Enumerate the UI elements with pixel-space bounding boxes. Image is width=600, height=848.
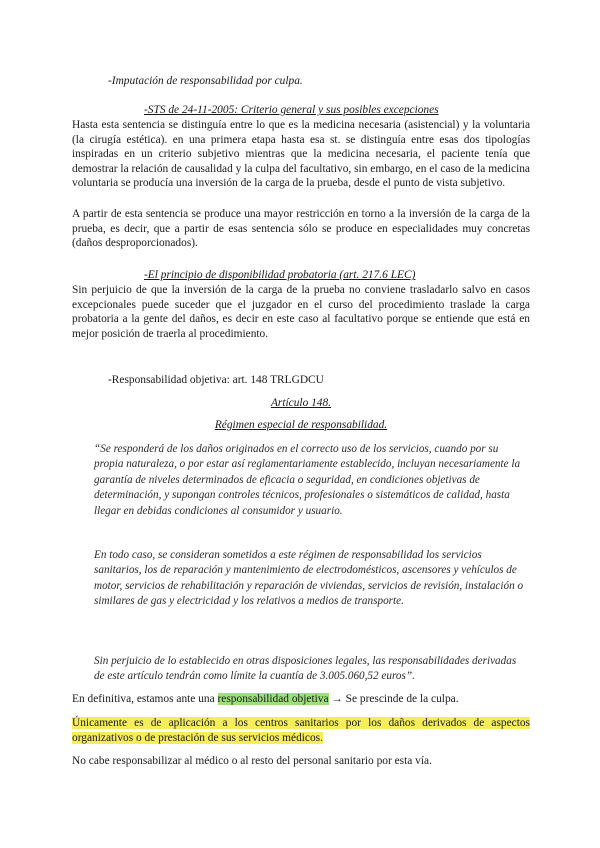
- paragraph-sts-1: Hasta esta sentencia se distinguía entre lo que es la medicina necesaria (asistencial) y la voluntaria (la cirugía estética). en una primera etapa hasta esa st. se distinguía entre esas dos tipologías inspiradas en un criterio subjetivo mientras que la medicina necesaria, el paciente tenía que demostrar la relación de causalidad y la culpa del facultativo, sin embargo, en el caso de la medicina voluntaria se producía una inversión de la carga de la prueba, desde el punto de vista subjetivo.: [72, 119, 530, 190]
- article-subtitle: Régimen especial de responsabilidad.: [214, 419, 388, 431]
- paragraph-disponibilidad: Sin perjuicio de que la inversión de la carga de la prueba no conviene trasladarlo salvo en casos excepcionales puede suceder que el juzgador en el curso del procedimiento traslade la carga probatoria a la gente del daños, es decir en este caso al facultativo porque se entiende que está en mejor posición de traerla al procedimiento.: [72, 284, 530, 340]
- conclusion-line: [72, 692, 530, 707]
- heading-objetiva: -Responsabilidad objetiva: art. 148 TRLGDCU: [108, 374, 324, 386]
- quote-paragraph-1: “Se responderá de los daños originados en el correcto uso de los servicios, cuando por su propia naturaleza, o por estar así reglamentariamente establecido, incluyan necesariamente la garantía de niveles determinados de eficacia o seguridad, en condiciones objetivas de determinación, y supongan controles técnicos, profesionales o sistemáticos de calidad, hasta llegar en debidas condiciones al consumidor y usuario.: [94, 443, 521, 517]
- subheading-sts: -STS de 24-11-2005: Criterio general y sus posibles excepciones: [144, 104, 439, 116]
- quote-paragraph-3: Sin perjuicio de lo establecido en otras disposiciones legales, las responsabilidades derivadas de este artículo tendrán como límite la cuantía de 3.005.060,52 euros”.: [94, 655, 517, 683]
- final-paragraph: No cabe responsabilizar al médico o al resto del personal sanitario por esta vía.: [72, 755, 432, 767]
- conclusion-post: → Se prescinde de la culpa.: [328, 693, 459, 705]
- article-title: Artículo 148.: [270, 397, 332, 409]
- yellow-highlight-text: Únicamente es de aplicación a los centros sanitarios por los daños derivados de aspectos organizativos o de prestación de sus servicios médicos.: [72, 717, 530, 744]
- quote-paragraph-2: En todo caso, se consideran sometidos a este régimen de responsabilidad los servicios sanitarios, los de reparación y mantenimiento de electrodomésticos, ascensores y vehículos de motor, servicios de rehabilitación y reparación de viviendas, servicios de revisión, instalación o similares de gas y electricidad y los relativos a medios de transporte.: [94, 549, 524, 608]
- paragraph-sts-2: A partir de esta sentencia se produce una mayor restricción en torno a la inversión de la carga de la prueba, es decir, que a partir de esas sentencia sólo se produce en especialidades muy concretas (daños desproporcionados).: [72, 208, 530, 250]
- highlight-responsabilidad-objetiva: responsabilidad objetiva: [217, 693, 329, 705]
- subheading-disponibilidad: -El principio de disponibilidad probatoria (art. 217.6 LEC): [144, 269, 416, 281]
- highlighted-paragraph: [72, 716, 530, 745]
- conclusion-pre: En definitiva, estamos ante una: [72, 693, 218, 705]
- heading-culpa: -Imputación de responsabilidad por culpa.: [108, 75, 303, 87]
